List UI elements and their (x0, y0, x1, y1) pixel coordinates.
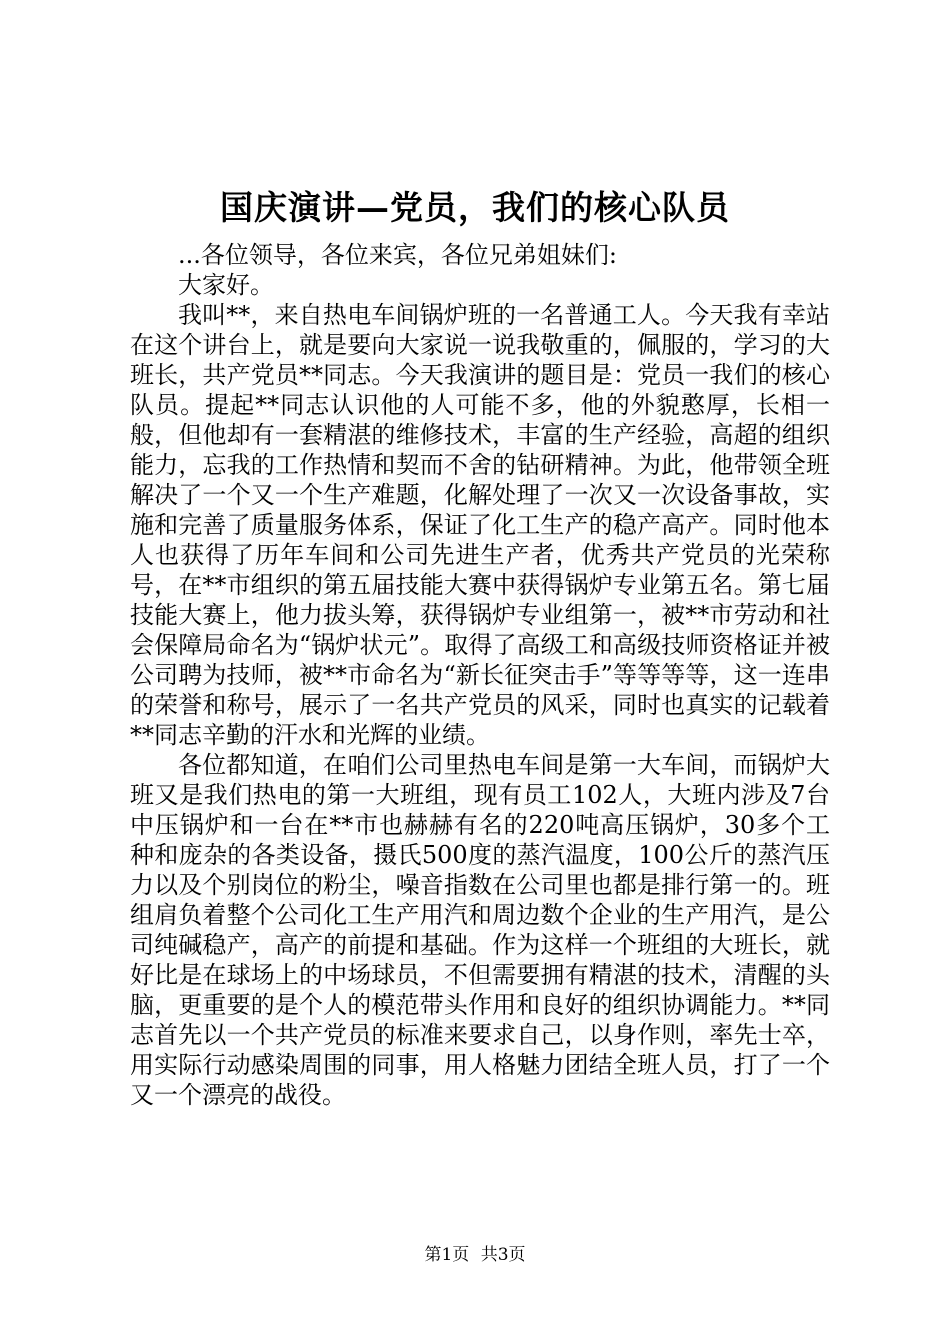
page-total: 共3页 (480, 1245, 526, 1265)
page-number: 第1页 (424, 1245, 470, 1265)
greeting: 大家好。 (178, 271, 274, 299)
paragraph: 我叫**，来自热电车间锅炉班的一名普通工人。今天我有幸站在这个讲台上，就是要向大家说一说我敬重的，佩服的，学习的大班长，共产党员**同志。今天我演讲的题目是：党员一我们的核心队员。提起**同志认识他的人可能不多，他的外貌憨厚，长相一般，但他却有一套精湛的维修技术，丰富的生产经验，高超的组织能力，忘我的工作热情和契而不舍的钻研精神。为此，他带领全班解决了一个又一个生产难题，化解处理了一次又一次设备事故，实施和完善了质量服务体系，保证了化工生产的稳产高产。同时他本人也获得了历年车间和公司先进生产者，优秀共产党员的光荣称号，在**市组织的第五届技能大赛中获得锅炉专业第五名。第七届技能大赛上，他力拔头筹，获得锅炉专业组第一，被**市劳动和社会保障局命名为“锅炉状元”。取得了高级工和高级技师资格证并被公司聘为技师，被**市命名为“新长征突击手”等等等等，这一连串的荣誉和称号，展示了一名共产党员的风采，同时也真实的记载着**同志辛勤的汗水和光辉的业绩。 (130, 301, 830, 749)
document-body (130, 240, 830, 1110)
document-title: 国庆演讲—党员，我们的核心队员 (220, 188, 730, 227)
page-footer (0, 1243, 950, 1267)
salutation: ...各位领导，各位来宾，各位兄弟姐妹们: (178, 241, 617, 269)
paragraph: 各位都知道，在咱们公司里热电车间是第一大车间，而锅炉大班又是我们热电的第一大班组，现有员工102人，大班内涉及7台中压锅炉和一台在**市也赫赫有名的220吨高压锅炉，30多个工种和庞杂的各类设备，摄氏500度的蒸汽温度，100公斤的蒸汽压力以及个别岗位的粉尘，噪音指数在公司里也都是排行第一的。班组肩负着整个公司化工生产用汽和周边数个企业的生产用汽，是公司纯碱稳产，高产的前提和基础。作为这样一个班组的大班长，就好比是在球场上的中场球员，不但需要拥有精湛的技术，清醒的头脑，更重要的是个人的模范带头作用和良好的组织协调能力。**同志首先以一个共产党员的标准来要求自己，以身作则，率先士卒，用实际行动感染周围的同事，用人格魅力团结全班人员，打了一个又一个漂亮的战役。 (130, 751, 830, 1109)
